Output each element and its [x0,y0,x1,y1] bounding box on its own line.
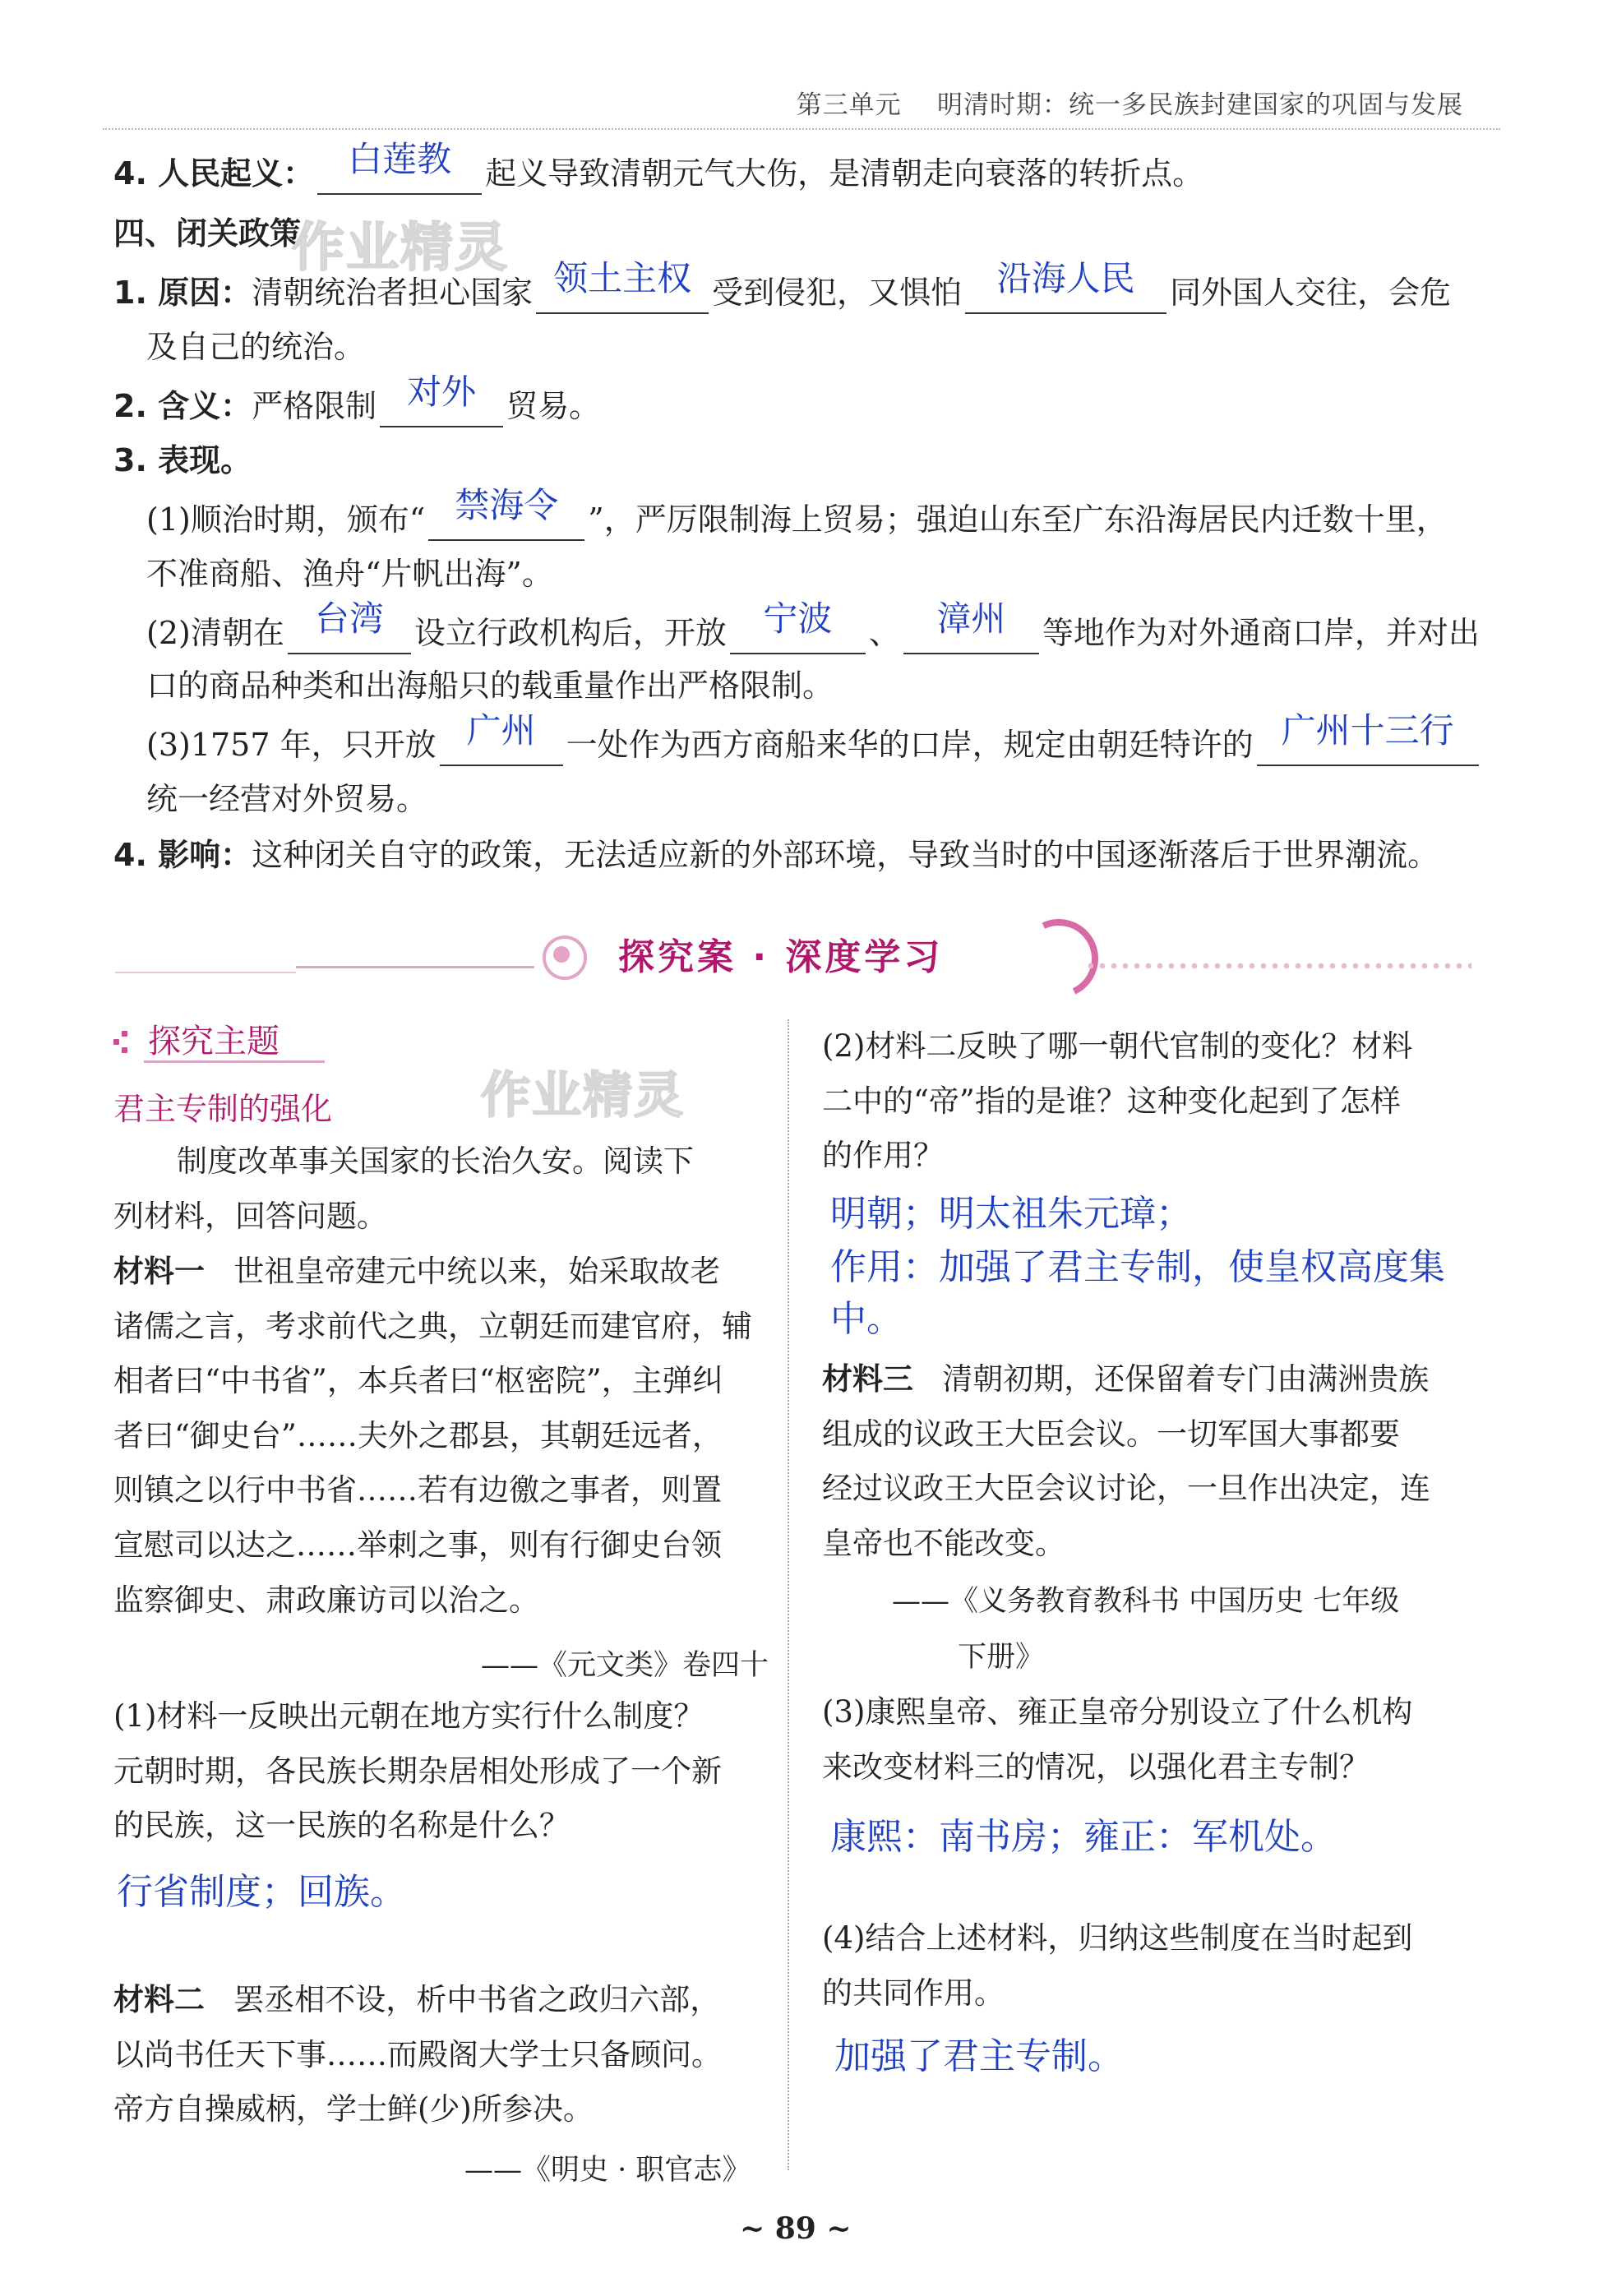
performance-p3: (3)1757 年，只开放 广州 一处作为西方商船来华的口岸，规定由朝廷特许的 广州十三行 [146,723,1482,766]
header-divider [103,128,1500,130]
answer-blank: 白莲教 [317,152,482,195]
swirl-center-icon [553,946,570,963]
question-2: (2)材料二反映了哪一朝代官制的变化？材料 二中的“帝”指的是谁？这种变化起到了怎样 的作用？ [822,1028,1413,1174]
topic-label: 探究主题 [148,1023,279,1060]
answer-3: 康熙：南书房；雍正：军机处。 [830,1816,1337,1858]
answer-2-line-1: 明朝；明太祖朱元璋； [830,1193,1192,1235]
unit-title: 明清时期：统一多民族封建国家的巩固与发展 [937,90,1463,120]
intro-line-2: 列材料，回答问题。 [113,1199,387,1234]
banner-line-left [296,966,534,968]
topic-subtitle: 君主专制的强化 [113,1091,333,1127]
watermark: 作业精灵 [481,1067,685,1125]
material-label: 材料三 [822,1361,913,1397]
material-3: 材料三 清朝初期，还保留着专门由满洲贵族 组成的议政王大臣会议。一切军国大事都要 经过议政王大臣会议讨论，一旦作出决定，连 皇帝也不能改变。 [822,1361,1430,1561]
answer-blank: 宁波 [730,612,866,654]
material-label: 材料一 [113,1254,205,1289]
meaning-line: 2. 含义：严格限制 对外 贸易。 [113,385,600,427]
performance-p2-cont: 口的商品种类和出海船只的载重量作出严格限制。 [146,668,834,704]
answer-2-line-2: 作用：加强了君主专制，使皇权高度集 [830,1246,1445,1288]
answer-blank: 禁海令 [428,498,584,541]
material-3-source-cont: 下册》 [958,1641,1045,1674]
answer-blank: 对外 [380,385,503,427]
material-2-source: ——《明史 · 职官志》 [464,2154,751,2187]
reason-cont: 及自己的统治。 [146,329,366,365]
material-3-source: ——《义务教育教科书 中国历史 七年级 [892,1585,1400,1618]
material-1-source: ——《元文类》卷四十 [481,1649,769,1682]
influence-line: 4. 影响：这种闭关自守的政策，无法适应新的外部环境，导致当时的中国逐渐落后于世界潮流。 [113,837,1439,873]
topic-underline [144,1060,325,1063]
intro-line-1: 制度改革事关国家的长治久安。阅读下 [177,1143,694,1179]
performance-p1: (1)顺治时期，颁布“ 禁海令 ”，严厉限制海上贸易；强迫山东至广东沿海居民内迁数十里， [146,498,1448,541]
performance-p3-cont: 统一经营对外贸易。 [146,781,428,817]
watermark: 作业精灵 [292,218,509,279]
performance-p1-cont: 不准商船、渔舟“片帆出海”。 [146,556,553,592]
section-banner-title: 探究案 · 深度学习 [618,936,944,978]
page-number: ~ 89 ~ [740,2211,852,2246]
question-1: (1)材料一反映出元朝在地方实行什么制度？ 元朝时期，各民族长期杂居相处形成了一个新 的民族，这一民族的名称是什么？ [113,1698,722,1844]
answer-1: 行省制度；回族。 [117,1871,406,1913]
banner-line-thin [115,972,296,973]
column-divider [788,1019,789,2170]
answer-blank: 广州十三行 [1257,723,1479,766]
people-uprising-line: 4. 人民起义： 白莲教 起义导致清朝元气大伤，是清朝走向衰落的转折点。 [113,152,1203,195]
material-2: 材料二 罢丞相不设，析中书省之政归六部， 以尚书任天下事……而殿阁大学士只备顾问。 帝方自操威柄，学士鲜(少)所参决。 [113,1982,722,2127]
reason-line: 1. 原因：清朝统治者担心国家 领土主权 受到侵犯，又惧怕 沿海人民 同外国人交往，会危 [113,271,1451,314]
answer-4: 加强了君主专制。 [834,2035,1124,2077]
question-3: (3)康熙皇帝、雍正皇帝分别设立了什么机构 来改变材料三的情况，以强化君主专制？ [822,1694,1413,1785]
running-header [797,84,1463,121]
section-title: 四、闭关政策 [113,215,302,252]
performance-p2: (2)清朝在 台湾 设立行政机构后，开放 宁波 、 漳州 等地作为对外通商口岸，并对出 [146,612,1480,654]
material-label: 材料二 [113,1982,205,2017]
material-1: 材料一 世祖皇帝建元中统以来，始采取故老 诸儒之言，考求前代之典，立朝廷而建官府，辅 相者曰“中书省”，本兵者曰“枢密院”，主弹纠 者曰“御史台”……夫外之郡县，其朝廷远者， 则镇之以行中书省……若有边徼之事者，则置 宣慰司以达之……举刺之事，则有行御史台领 监察御史、肃政廉访司以治之。 [113,1254,752,1618]
answer-blank: 漳州 [903,612,1039,654]
banner-dots [1085,960,1471,972]
question-4: (4)结合上述材料，归纳这些制度在当时起到 的共同作用。 [822,1920,1413,2011]
arc-decoration-icon [1008,908,1109,1009]
performance-title: 3. 表现。 [113,442,252,478]
answer-blank: 广州 [440,723,563,766]
answer-blank: 沿海人民 [965,271,1166,314]
answer-blank: 领土主权 [536,271,709,314]
unit-label: 第三单元 [796,90,902,120]
answer-blank: 台湾 [288,612,411,654]
answer-2-line-3: 中。 [830,1298,903,1340]
